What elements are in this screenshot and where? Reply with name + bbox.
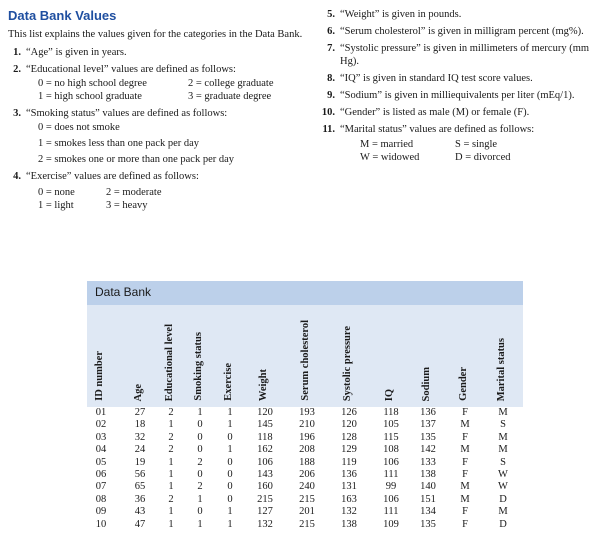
item-marital <box>318 123 608 136</box>
smoking-value: 2 = smokes one or more than one pack per day <box>38 154 235 165</box>
left-column <box>8 8 308 216</box>
table-cell: 2 <box>168 431 174 443</box>
table-cell: 196 <box>299 431 315 443</box>
column-header: Weight <box>258 368 269 401</box>
education-values <box>8 77 308 103</box>
table-body <box>87 407 523 531</box>
smoking-value: 0 = does not smoke <box>38 122 120 133</box>
table-cell: 0 <box>197 506 203 518</box>
table-row <box>87 494 523 506</box>
table-row <box>87 407 523 419</box>
table-cell: M <box>460 419 470 431</box>
exercise-value: 0 = none <box>38 187 75 198</box>
table-cell: 135 <box>420 518 436 530</box>
table-cell: 115 <box>383 431 399 443</box>
table-cell: 2 <box>197 456 203 468</box>
item-text: “IQ” is given in standard IQ test score values. <box>340 73 533 84</box>
table-cell: F <box>462 456 468 468</box>
table-cell: 131 <box>341 481 357 493</box>
table-cell: 04 <box>95 444 107 456</box>
column-header: Educational level <box>164 323 175 401</box>
table-cell: 129 <box>341 444 357 456</box>
table-cell: 133 <box>420 456 436 468</box>
table-cell: F <box>462 518 468 530</box>
table-cell: 132 <box>257 518 273 530</box>
item-number: 4. <box>13 171 21 182</box>
item-text: “Serum cholesterol” is given in milligram percent (mg%). <box>340 26 584 37</box>
item-smoking <box>8 107 308 120</box>
table-cell: 0 <box>227 493 233 505</box>
table-cell: 24 <box>134 444 146 456</box>
table-cell: 08 <box>95 493 107 505</box>
table-cell: 135 <box>420 431 436 443</box>
data-bank-table <box>87 281 523 551</box>
item-text: “Smoking status” values are defined as follows: <box>26 108 228 119</box>
table-cell: 193 <box>299 407 315 418</box>
table-cell: 1 <box>168 456 174 468</box>
table-cell: 142 <box>420 444 436 456</box>
item-number: 11. <box>322 124 335 135</box>
item-text: “Marital status” values are defined as follows: <box>340 124 535 135</box>
table-cell: 0 <box>227 468 233 480</box>
table-cell: 111 <box>383 468 399 480</box>
item-number: 2. <box>13 64 21 75</box>
table-cell: 1 <box>168 518 174 530</box>
table-cell: S <box>500 456 506 468</box>
table-row <box>87 506 523 518</box>
table-cell: 99 <box>385 481 397 493</box>
table-cell: 1 <box>227 407 233 418</box>
marital-value: D = divorced <box>455 152 511 163</box>
table-cell: 145 <box>257 419 273 431</box>
marital-values <box>318 138 608 164</box>
table-cell: 32 <box>134 431 146 443</box>
column-header: Smoking status <box>193 332 204 401</box>
education-value: 2 = college graduate <box>188 78 274 89</box>
table-cell: 151 <box>420 493 436 505</box>
table-cell: 240 <box>299 481 315 493</box>
table-cell: M <box>498 431 508 443</box>
table-cell: 128 <box>341 431 357 443</box>
exercise-value: 3 = heavy <box>106 200 148 211</box>
item-number: 7. <box>327 43 335 54</box>
item-sodium <box>318 89 608 102</box>
table-cell: 0 <box>227 431 233 443</box>
item-text: “Educational level” values are defined as follows: <box>26 64 236 75</box>
marital-value: W = widowed <box>360 152 420 163</box>
item-text: “Systolic pressure” is given in millimeters of mercury (mm Hg). <box>340 43 590 67</box>
table-cell: 134 <box>420 506 436 518</box>
table-cell: 106 <box>383 493 399 505</box>
education-value: 1 = high school graduate <box>38 91 142 102</box>
item-education <box>8 63 308 76</box>
table-cell: 1 <box>168 506 174 518</box>
table-row <box>87 457 523 469</box>
table-cell: 1 <box>168 468 174 480</box>
table-cell: M <box>460 481 470 493</box>
table-cell: 136 <box>420 407 436 418</box>
table-row <box>87 419 523 431</box>
item-age <box>8 46 308 59</box>
table-cell: D <box>499 518 507 530</box>
column-header: Systolic pressure <box>342 325 353 401</box>
table-cell: W <box>498 481 508 493</box>
table-cell: 138 <box>341 518 357 530</box>
table-row <box>87 432 523 444</box>
table-cell: 118 <box>257 431 273 443</box>
column-header: Serum cholesterol <box>300 320 311 401</box>
table-cell: 206 <box>299 468 315 480</box>
table-cell: 36 <box>134 493 146 505</box>
table-cell: 05 <box>95 456 107 468</box>
right-column <box>318 8 608 164</box>
table-cell: F <box>462 407 468 418</box>
table-cell: 10 <box>95 518 107 530</box>
table-cell: 127 <box>257 506 273 518</box>
item-text: “Age” is given in years. <box>26 47 127 58</box>
item-text: “Gender” is listed as male (M) or female (F). <box>340 107 530 118</box>
table-cell: 07 <box>95 481 107 493</box>
education-value: 3 = graduate degree <box>188 91 272 102</box>
table-cell: 140 <box>420 481 436 493</box>
page-title: Data Bank Values <box>8 8 117 23</box>
item-number: 5. <box>327 9 335 20</box>
table-cell: 47 <box>134 518 146 530</box>
table-cell: M <box>498 506 508 518</box>
table-cell: D <box>499 493 507 505</box>
table-cell: 109 <box>383 518 399 530</box>
table-cell: 03 <box>95 431 107 443</box>
table-cell: 136 <box>341 468 357 480</box>
table-cell: 0 <box>197 444 203 456</box>
column-header: Age <box>133 383 144 401</box>
item-number: 10. <box>321 107 335 118</box>
table-cell: 65 <box>134 481 146 493</box>
item-gender <box>318 106 608 119</box>
table-cell: 1 <box>227 419 233 431</box>
table-cell: 1 <box>197 493 203 505</box>
table-cell: 105 <box>383 419 399 431</box>
item-text: “Exercise” values are defined as follows: <box>26 171 199 182</box>
education-value: 0 = no high school degree <box>38 78 147 89</box>
table-cell: 118 <box>383 407 399 418</box>
column-headers <box>87 305 523 407</box>
item-text: “Sodium” is given in milliequivalents per liter (mEq/1). <box>340 90 575 101</box>
table-cell: 0 <box>197 431 203 443</box>
table-cell: 01 <box>95 407 107 418</box>
table-cell: 106 <box>383 456 399 468</box>
table-cell: 1 <box>168 419 174 431</box>
item-number: 1. <box>13 47 21 58</box>
table-cell: 0 <box>197 419 203 431</box>
table-cell: 1 <box>227 506 233 518</box>
table-cell: 120 <box>341 419 357 431</box>
table-cell: 09 <box>95 506 107 518</box>
table-cell: 132 <box>341 506 357 518</box>
column-header: Marital status <box>496 337 507 401</box>
table-cell: 06 <box>95 468 107 480</box>
table-cell: 2 <box>168 407 174 418</box>
item-number: 3. <box>13 108 21 119</box>
table-cell: 56 <box>134 468 146 480</box>
table-cell: 215 <box>299 518 315 530</box>
table-cell: 2 <box>168 493 174 505</box>
table-cell: 0 <box>227 481 233 493</box>
marital-value: S = single <box>455 139 498 150</box>
item-exercise <box>8 170 308 183</box>
table-cell: 201 <box>299 506 315 518</box>
table-cell: M <box>498 444 508 456</box>
table-cell: M <box>460 444 470 456</box>
item-weight <box>318 8 608 21</box>
table-cell: 2 <box>168 444 174 456</box>
smoking-value: 1 = smokes less than one pack per day <box>38 138 200 149</box>
column-header: Gender <box>458 367 469 401</box>
table-cell: 1 <box>197 518 203 530</box>
table-cell: 162 <box>257 444 273 456</box>
exercise-value: 2 = moderate <box>106 187 162 198</box>
table-cell: 1 <box>168 481 174 493</box>
table-cell: 208 <box>299 444 315 456</box>
table-cell: 126 <box>341 407 357 418</box>
table-cell: F <box>462 506 468 518</box>
table-cell: W <box>498 468 508 480</box>
item-text: “Weight” is given in pounds. <box>340 9 462 20</box>
item-number: 6. <box>327 26 335 37</box>
table-cell: 2 <box>197 481 203 493</box>
table-cell: F <box>462 468 468 480</box>
table-cell: F <box>462 431 468 443</box>
table-cell: 215 <box>299 493 315 505</box>
column-header: Exercise <box>223 363 234 401</box>
table-cell: 19 <box>134 456 146 468</box>
table-cell: 1 <box>197 407 203 418</box>
table-cell: 210 <box>299 419 315 431</box>
smoking-values <box>8 121 308 166</box>
item-cholesterol <box>318 25 608 38</box>
table-cell: 0 <box>227 456 233 468</box>
marital-value: M = married <box>360 139 414 150</box>
table-cell: 43 <box>134 506 146 518</box>
table-row <box>87 519 523 531</box>
table-cell: 143 <box>257 468 273 480</box>
data-bank-title: Data Bank <box>87 281 523 305</box>
intro-text: This list explains the values given for the categories in the Data Bank. <box>8 29 303 40</box>
item-systolic <box>318 42 608 68</box>
item-number: 8. <box>327 73 335 84</box>
table-row <box>87 481 523 493</box>
table-row <box>87 444 523 456</box>
table-cell: M <box>498 407 508 418</box>
column-header: Sodium <box>421 366 432 401</box>
table-cell: 18 <box>134 419 146 431</box>
table-cell: S <box>500 419 506 431</box>
item-number: 9. <box>327 90 335 101</box>
table-cell: 0 <box>197 468 203 480</box>
table-cell: 138 <box>420 468 436 480</box>
column-header: IQ <box>384 388 395 401</box>
table-cell: 163 <box>341 493 357 505</box>
table-cell: 1 <box>227 444 233 456</box>
table-cell: M <box>460 493 470 505</box>
table-cell: 27 <box>134 407 146 418</box>
exercise-values <box>8 186 308 212</box>
column-header: ID number <box>94 351 105 401</box>
table-cell: 137 <box>420 419 436 431</box>
exercise-value: 1 = light <box>38 200 74 211</box>
table-cell: 215 <box>257 493 273 505</box>
table-cell: 108 <box>383 444 399 456</box>
table-row <box>87 469 523 481</box>
table-cell: 02 <box>95 419 107 431</box>
table-cell: 188 <box>299 456 315 468</box>
table-cell: 119 <box>341 456 357 468</box>
table-cell: 106 <box>257 456 273 468</box>
table-cell: 120 <box>257 407 273 418</box>
table-cell: 111 <box>383 506 399 518</box>
table-cell: 1 <box>227 518 233 530</box>
table-cell: 160 <box>257 481 273 493</box>
item-iq <box>318 72 608 85</box>
